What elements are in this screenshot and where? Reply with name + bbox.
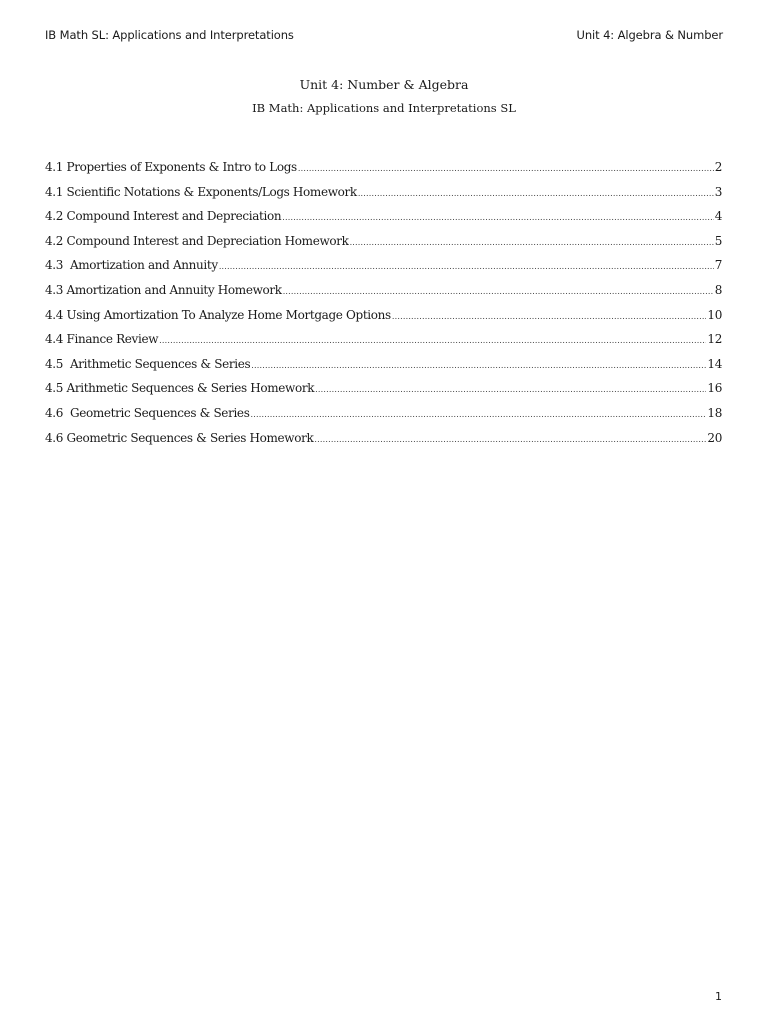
toc-entry-page: 20 — [707, 430, 722, 445]
toc-entry[interactable] — [45, 185, 722, 210]
page-number: 1 — [715, 990, 722, 1003]
dot-leader — [159, 336, 706, 345]
toc-entry-page: 12 — [707, 332, 722, 347]
dot-leader — [282, 213, 713, 222]
dot-leader — [219, 262, 714, 271]
dot-leader — [298, 164, 714, 173]
table-of-contents — [45, 160, 722, 455]
dot-leader — [358, 189, 714, 198]
toc-entry-label: 4.3 Amortization and Annuity Homework — [45, 282, 282, 297]
toc-entry-page: 10 — [707, 307, 722, 322]
document-subtitle: IB Math: Applications and Interpretations SL — [252, 101, 516, 115]
toc-entry-page: 4 — [714, 209, 722, 224]
running-header-right: Unit 4: Algebra & Number — [576, 28, 723, 42]
toc-entry[interactable] — [45, 332, 722, 357]
toc-entry[interactable] — [45, 209, 722, 234]
toc-entry-label: 4.6 Geometric Sequences & Series — [45, 405, 250, 420]
toc-entry-page: 16 — [707, 381, 722, 396]
toc-entry[interactable] — [45, 381, 722, 406]
toc-entry[interactable] — [45, 160, 722, 185]
toc-entry[interactable] — [45, 357, 722, 382]
toc-entry-page: 7 — [714, 258, 722, 273]
toc-entry-page: 3 — [714, 184, 722, 199]
toc-entry-label: 4.4 Finance Review — [45, 332, 159, 347]
toc-entry[interactable] — [45, 283, 722, 308]
dot-leader — [392, 312, 707, 321]
toc-entry-label: 4.2 Compound Interest and Depreciation Homework — [45, 233, 349, 248]
toc-entry[interactable] — [45, 431, 722, 456]
toc-entry[interactable] — [45, 234, 722, 259]
dot-leader — [251, 410, 707, 419]
toc-entry-page: 8 — [714, 282, 722, 297]
dot-leader — [251, 361, 706, 370]
toc-entry-label: 4.2 Compound Interest and Depreciation — [45, 209, 282, 224]
toc-entry-label: 4.1 Properties of Exponents & Intro to Logs — [45, 160, 297, 174]
toc-entry-page: 2 — [714, 160, 722, 174]
toc-entry[interactable] — [45, 258, 722, 283]
toc-entry-page: 5 — [714, 233, 722, 248]
toc-entry-label: 4.5 Arithmetic Sequences & Series Homework — [45, 381, 315, 396]
dot-leader — [315, 385, 706, 394]
dot-leader — [314, 435, 706, 444]
toc-entry-page: 14 — [707, 356, 722, 371]
toc-entry-label: 4.6 Geometric Sequences & Series Homework — [45, 430, 314, 445]
dot-leader — [350, 238, 714, 247]
dot-leader — [283, 287, 714, 296]
running-header-left: IB Math SL: Applications and Interpretations — [45, 28, 294, 42]
toc-entry-page: 18 — [707, 405, 722, 420]
document-title: Unit 4: Number & Algebra — [299, 77, 469, 92]
toc-entry[interactable] — [45, 308, 722, 333]
toc-entry-label: 4.5 Arithmetic Sequences & Series — [45, 356, 251, 371]
toc-entry-label: 4.1 Scientific Notations & Exponents/Logs Homework — [45, 184, 357, 199]
toc-entry-label: 4.4 Using Amortization To Analyze Home Mortgage Options — [45, 307, 391, 322]
toc-entry-label: 4.3 Amortization and Annuity — [45, 258, 218, 273]
toc-entry[interactable] — [45, 406, 722, 431]
